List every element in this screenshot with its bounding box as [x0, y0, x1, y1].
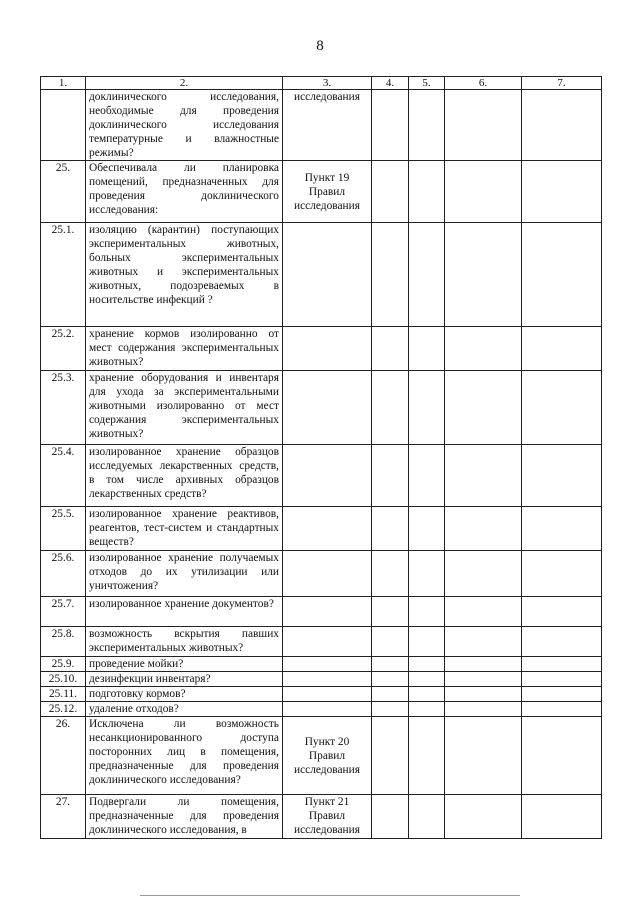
answer-cell-col-5[interactable]: [409, 161, 445, 223]
answer-cell-col-7[interactable]: [522, 90, 602, 161]
table-row: [41, 327, 602, 371]
answer-cell-col-7[interactable]: [522, 657, 602, 672]
answer-cell-col-4[interactable]: [372, 795, 409, 839]
row-number: 25.1.: [41, 223, 86, 327]
row-question: изолированное хранение образцов исследуемых лекарственных средств, в том числе архивных образцов лекарственных средств?: [86, 445, 283, 507]
answer-cell-col-6[interactable]: [445, 627, 522, 657]
answer-cell-col-4[interactable]: [372, 371, 409, 445]
answer-cell-col-7[interactable]: [522, 551, 602, 597]
row-reference: Пункт 21 Правил исследования: [283, 795, 372, 839]
header-col-1: 1.: [41, 77, 86, 90]
table-row: [41, 795, 602, 839]
table-row: [41, 507, 602, 551]
answer-cell-col-4[interactable]: [372, 445, 409, 507]
table-row: [41, 597, 602, 627]
answer-cell-col-6[interactable]: [445, 371, 522, 445]
row-question: Обеспечивала ли планировка помещений, предназначенных для проведения доклинического исследования:: [86, 161, 283, 223]
header-col-3: 3.: [283, 77, 372, 90]
row-number: 25.5.: [41, 507, 86, 551]
row-question: хранение оборудования и инвентаря для ухода за экспериментальными животными изолированно от мест содержания экспериментальных животных?: [86, 371, 283, 445]
checklist-table: [40, 76, 602, 839]
answer-cell-col-7[interactable]: [522, 371, 602, 445]
answer-cell-col-5[interactable]: [409, 795, 445, 839]
row-reference: Пункт 20 Правил исследования: [283, 717, 372, 795]
table-row: [41, 445, 602, 507]
row-number: 25.8.: [41, 627, 86, 657]
answer-cell-col-4[interactable]: [372, 327, 409, 371]
answer-cell-col-4[interactable]: [372, 597, 409, 627]
table-row: [41, 161, 602, 223]
row-question: удаление отходов?: [86, 702, 283, 717]
header-col-4: 4.: [372, 77, 409, 90]
table-row: [41, 551, 602, 597]
row-reference: [283, 627, 372, 657]
answer-cell-col-7[interactable]: [522, 327, 602, 371]
row-question: подготовку кормов?: [86, 687, 283, 702]
row-question: хранение кормов изолированно от мест содержания экспериментальных животных?: [86, 327, 283, 371]
row-number: 25.7.: [41, 597, 86, 627]
answer-cell-col-4[interactable]: [372, 687, 409, 702]
row-number: 25.4.: [41, 445, 86, 507]
page-number: 8: [316, 38, 324, 54]
answer-cell-col-5[interactable]: [409, 507, 445, 551]
row-number: 25.: [41, 161, 86, 223]
answer-cell-col-6[interactable]: [445, 223, 522, 327]
answer-cell-col-7[interactable]: [522, 717, 602, 795]
row-reference: [283, 371, 372, 445]
table-row: [41, 657, 602, 672]
row-number: 25.2.: [41, 327, 86, 371]
answer-cell-col-4[interactable]: [372, 627, 409, 657]
answer-cell-col-6[interactable]: [445, 551, 522, 597]
row-number: 25.9.: [41, 657, 86, 672]
answer-cell-col-4[interactable]: [372, 717, 409, 795]
answer-cell-col-4[interactable]: [372, 551, 409, 597]
answer-cell-col-5[interactable]: [409, 597, 445, 627]
answer-cell-col-6[interactable]: [445, 702, 522, 717]
answer-cell-col-7[interactable]: [522, 161, 602, 223]
bottom-rule: [140, 895, 520, 896]
answer-cell-col-7[interactable]: [522, 507, 602, 551]
row-number: 26.: [41, 717, 86, 795]
answer-cell-col-6[interactable]: [445, 597, 522, 627]
answer-cell-col-6[interactable]: [445, 717, 522, 795]
answer-cell-col-4[interactable]: [372, 657, 409, 672]
row-number: 25.3.: [41, 371, 86, 445]
answer-cell-col-6[interactable]: [445, 795, 522, 839]
header-col-7: 7.: [522, 77, 602, 90]
table-row: [41, 90, 602, 161]
table-row: [41, 717, 602, 795]
answer-cell-col-5[interactable]: [409, 90, 445, 161]
answer-cell-col-5[interactable]: [409, 687, 445, 702]
answer-cell-col-7[interactable]: [522, 672, 602, 687]
answer-cell-col-5[interactable]: [409, 717, 445, 795]
row-question: возможность вскрытия павших экспериментальных животных?: [86, 627, 283, 657]
row-reference: [283, 702, 372, 717]
answer-cell-col-5[interactable]: [409, 371, 445, 445]
row-question: дезинфекции инвентаря?: [86, 672, 283, 687]
answer-cell-col-4[interactable]: [372, 223, 409, 327]
answer-cell-col-4[interactable]: [372, 672, 409, 687]
row-reference: [283, 327, 372, 371]
header-col-5: 5.: [409, 77, 445, 90]
answer-cell-col-5[interactable]: [409, 551, 445, 597]
answer-cell-col-6[interactable]: [445, 161, 522, 223]
answer-cell-col-6[interactable]: [445, 687, 522, 702]
row-reference: исследования: [283, 90, 372, 161]
answer-cell-col-6[interactable]: [445, 445, 522, 507]
answer-cell-col-4[interactable]: [372, 702, 409, 717]
answer-cell-col-7[interactable]: [522, 445, 602, 507]
answer-cell-col-5[interactable]: [409, 223, 445, 327]
answer-cell-col-4[interactable]: [372, 161, 409, 223]
answer-cell-col-7[interactable]: [522, 687, 602, 702]
answer-cell-col-7[interactable]: [522, 223, 602, 327]
answer-cell-col-7[interactable]: [522, 702, 602, 717]
row-question: изолированное хранение реактивов, реагентов, тест-систем и стандартных веществ?: [86, 507, 283, 551]
row-reference: [283, 445, 372, 507]
answer-cell-col-6[interactable]: [445, 90, 522, 161]
row-question: изолированное хранение получаемых отходов до их утилизации или уничтожения?: [86, 551, 283, 597]
row-reference: [283, 672, 372, 687]
answer-cell-col-6[interactable]: [445, 507, 522, 551]
row-reference: [283, 223, 372, 327]
table-row: [41, 687, 602, 702]
answer-cell-col-5[interactable]: [409, 702, 445, 717]
row-question: изолированное хранение документов?: [86, 597, 283, 627]
row-question: Исключена ли возможность несанкционированного доступа посторонних лиц в помещения, предназначенные для проведения доклинического исследования?: [86, 717, 283, 795]
row-number: 25.11.: [41, 687, 86, 702]
row-reference: Пункт 19 Правил исследования: [283, 161, 372, 223]
table-row: [41, 371, 602, 445]
row-number: 25.10.: [41, 672, 86, 687]
row-reference: [283, 551, 372, 597]
header-col-2: 2.: [86, 77, 283, 90]
row-number: 25.12.: [41, 702, 86, 717]
row-reference: [283, 687, 372, 702]
answer-cell-col-5[interactable]: [409, 657, 445, 672]
answer-cell-col-7[interactable]: [522, 795, 602, 839]
row-question: проведение мойки?: [86, 657, 283, 672]
row-question: доклинического исследования, необходимые для проведения доклинического исследования температурные и влажностные режимы?: [86, 90, 283, 161]
row-reference: [283, 597, 372, 627]
row-question: Подвергали ли помещения, предназначенные для проведения доклинического исследования, в: [86, 795, 283, 839]
answer-cell-col-7[interactable]: [522, 627, 602, 657]
row-reference: [283, 657, 372, 672]
table-row: [41, 627, 602, 657]
answer-cell-col-5[interactable]: [409, 672, 445, 687]
row-number: 25.6.: [41, 551, 86, 597]
table-row: [41, 702, 602, 717]
answer-cell-col-4[interactable]: [372, 507, 409, 551]
answer-cell-col-5[interactable]: [409, 327, 445, 371]
answer-cell-col-6[interactable]: [445, 657, 522, 672]
row-number: 27.: [41, 795, 86, 839]
table-row: [41, 672, 602, 687]
answer-cell-col-4[interactable]: [372, 90, 409, 161]
answer-cell-col-5[interactable]: [409, 445, 445, 507]
row-number: [41, 90, 86, 161]
answer-cell-col-7[interactable]: [522, 597, 602, 627]
header-col-6: 6.: [445, 77, 522, 90]
table-row: [41, 223, 602, 327]
answer-cell-col-5[interactable]: [409, 627, 445, 657]
header-row: [41, 77, 602, 90]
row-question: изоляцию (карантин) поступающих экспериментальных животных, больных экспериментальных животных и экспериментальных животных, подозреваемых в носительстве инфекций ?: [86, 223, 283, 327]
answer-cell-col-6[interactable]: [445, 327, 522, 371]
answer-cell-col-6[interactable]: [445, 672, 522, 687]
row-reference: [283, 507, 372, 551]
